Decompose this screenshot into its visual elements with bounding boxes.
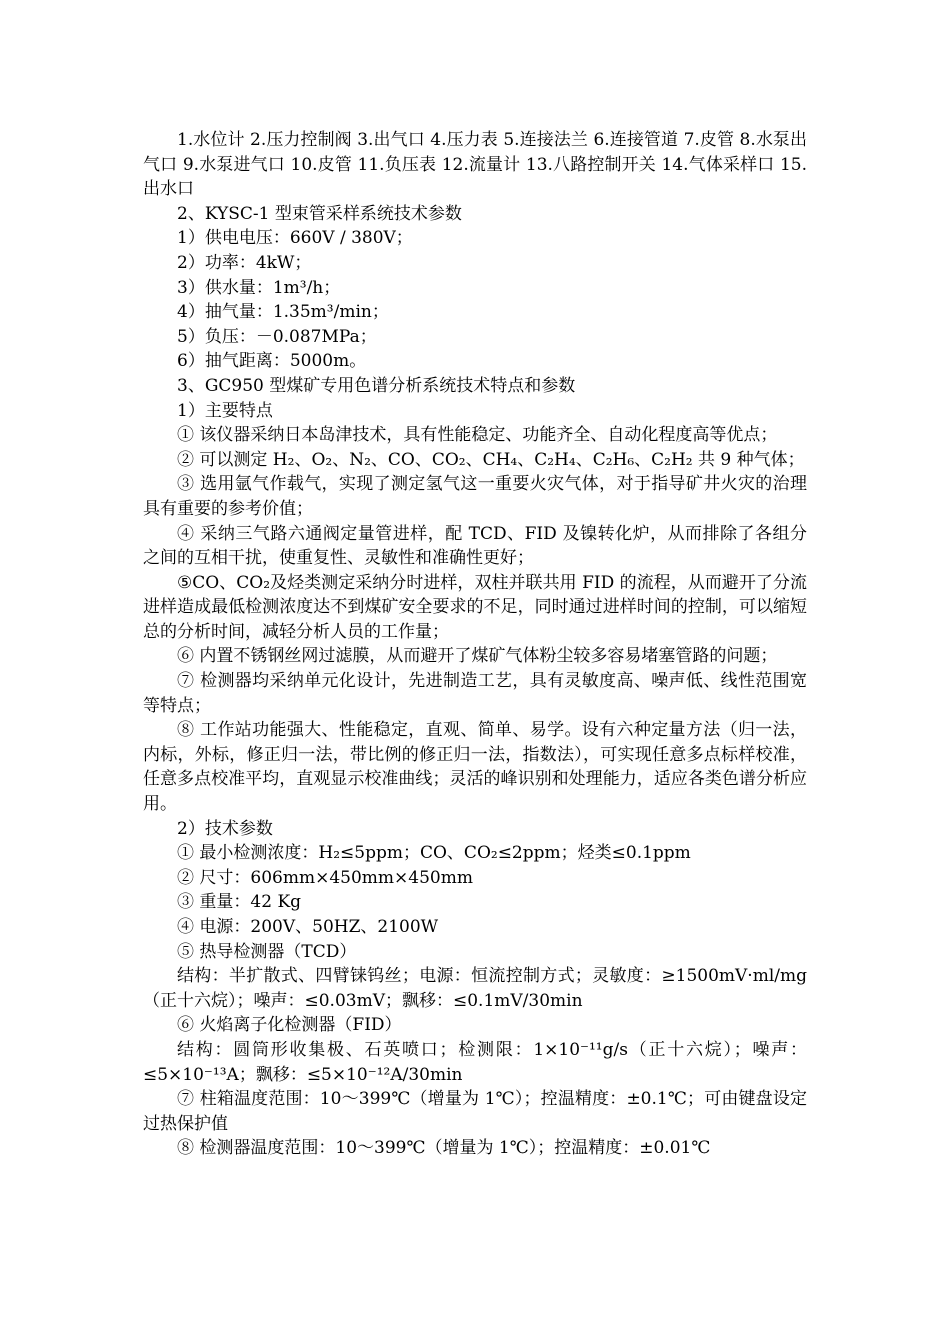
figure-legend: 1.水位计 2.压力控制阀 3.出气口 4.压力表 5.连接法兰 6.连接管道 7.皮管 8.水泵出气口 9.水泵进气口 10.皮管 11.负压表 12.流量计 13.八路控制开关 14.气体采样口 15.出水口 xyxy=(143,130,807,200)
param-item: 2）功率：4kW； xyxy=(177,252,312,273)
param-item: 4）抽气量：1.35m³/min； xyxy=(177,302,389,323)
section-heading: 2、KYSC-1 型束管采样系统技术参数 xyxy=(177,203,462,224)
spec-item: ① 最小检测浓度：H₂≤5ppm；CO、CO₂≤2ppm；烃类≤0.1ppm xyxy=(177,843,691,864)
subsection-heading: 1）主要特点 xyxy=(177,400,273,421)
feature-item: ④ 采纳三气路六通阀定量管进样，配 TCD、FID 及镍转化炉，从而排除了各组分之间的互相干扰，使重复性、灵敏性和准确性更好； xyxy=(143,523,807,569)
param-item: 6）抽气距离：5000m。 xyxy=(177,351,367,372)
section-heading: 3、GC950 型煤矿专用色谱分析系统技术特点和参数 xyxy=(177,375,576,396)
subsection-heading: 2）技术参数 xyxy=(177,818,273,839)
feature-item: ⑦ 检测器均采纳单元化设计，先进制造工艺，具有灵敏度高、噪声低、线性范围宽等特点； xyxy=(143,671,807,716)
param-item: 1）供电电压：660V / 380V； xyxy=(177,228,413,249)
param-item: 5）负压：－0.087MPa； xyxy=(177,326,377,347)
spec-item: ③ 重量：42 Kg xyxy=(177,892,302,913)
spec-detail: 结构：圆筒形收集极、石英喷口；检测限：1×10⁻¹¹g/s（正十六烷）；噪声：≤5×10⁻¹³A；飘移：≤5×10⁻¹²A/30min xyxy=(143,1039,807,1085)
document-body xyxy=(143,128,807,1161)
spec-item: ⑧ 检测器温度范围：10～399℃（增量为 1℃）；控温精度：±0.01℃ xyxy=(177,1138,711,1159)
spec-detail: 结构：半扩散式、四臂铼钨丝；电源：恒流控制方式；灵敏度：≥1500mV·ml/mg（正十六烷）；噪声：≤0.03mV；飘移：≤0.1mV/30min xyxy=(143,966,807,1011)
feature-item: ② 可以测定 H₂、O₂、N₂、CO、CO₂、CH₄、C₂H₄、C₂H₆、C₂H₂ 共 9 种气体； xyxy=(177,449,805,470)
feature-item: ⑥ 内置不锈钢丝网过滤膜，从而避开了煤矿气体粉尘较多容易堵塞管路的问题； xyxy=(177,646,778,667)
spec-item: ⑤ 热导检测器（TCD） xyxy=(177,941,357,962)
spec-item: ⑥ 火焰离子化检测器（FID） xyxy=(177,1015,402,1036)
spec-item: ④ 电源：200V、50HZ、2100W xyxy=(177,917,439,937)
feature-item: ⑧ 工作站功能强大、性能稳定，直观、简单、易学。设有六种定量方法（归一法，内标，外标，修正归一法，带比例的修正归一法，指数法），可实现任意多点标样校准，任意多点校准平均，直观显示校准曲线；灵活的峰识别和处理能力，适应各类色谱分析应用。 xyxy=(143,720,807,815)
param-item: 3）供水量：1m³/h； xyxy=(177,277,341,298)
feature-item: ③ 选用氩气作载气，实现了测定氢气这一重要火灾气体，对于指导矿井火灾的治理具有重要的参考价值； xyxy=(143,474,807,519)
feature-item: ⑤CO、CO₂及烃类测定采纳分时进样，双柱并联共用 FID 的流程，从而避开了分流进样造成最低检测浓度达不到煤矿安全要求的不足，同时通过进样时间的控制，可以缩短总的分析时间，减轻分析人员的工作量； xyxy=(143,572,807,642)
spec-item: ⑦ 柱箱温度范围：10～399℃（增量为 1℃）；控温精度：±0.1℃；可由键盘设定过热保护值 xyxy=(143,1089,807,1134)
spec-item: ② 尺寸：606mm×450mm×450mm xyxy=(177,867,473,888)
feature-item: ① 该仪器采纳日本岛津技术，具有性能稳定、功能齐全、自动化程度高等优点； xyxy=(177,425,778,446)
